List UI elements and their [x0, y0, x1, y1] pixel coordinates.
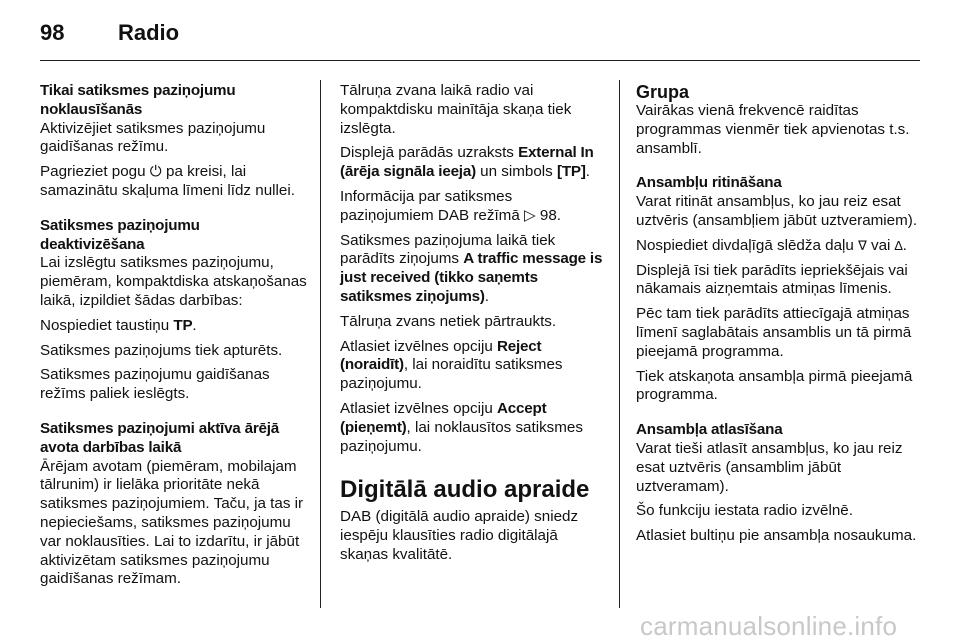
- text: Atlasiet izvēlnes opciju: [340, 399, 498, 417]
- subheading: Satiksmes paziņojumi aktīva ārējā avota darbības laikā: [40, 419, 280, 456]
- text: .: [585, 163, 590, 181]
- text: Atlasiet izvēlnes opciju: [340, 337, 498, 355]
- column-3: [636, 82, 922, 552]
- text: vai: [866, 236, 895, 254]
- paragraph: [40, 317, 308, 336]
- text: Nospiediet divdaļīgā slēdža daļu: [636, 236, 859, 254]
- paragraph: Atlasiet bultiņu pie ansambļa nosaukuma.: [636, 527, 917, 545]
- section-title: Radio: [118, 20, 180, 45]
- paragraph: Aktivizējiet satiksmes paziņojumu gaidīšanas režīmu.: [40, 119, 266, 156]
- subheading: Tikai satiksmes paziņojumu noklausīšanās: [40, 82, 236, 118]
- column-1: [40, 82, 308, 595]
- text: , lai noklausītos satiksmes paziņojumu.: [340, 418, 583, 455]
- menu-option: Accept (pieņemt): [340, 399, 547, 436]
- paragraph: Displejā īsi tiek parādīts iepriekšējais vai nākamais aizņemtais atmiņas līmenis.: [636, 261, 908, 298]
- text: Satiksmes paziņojuma laikā tiek parādīts ziņojums: [340, 231, 556, 268]
- subheading: Satiksmes paziņojumu deaktivizēšana: [40, 216, 200, 253]
- column-divider-1: [320, 80, 321, 608]
- tp-button-label: TP: [173, 316, 193, 334]
- paragraph: Informācija par satiksmes paziņojumiem DAB režīmā ▷ 98.: [340, 187, 562, 224]
- paragraph: Pagrieziet pogu ⏻ pa kreisi, lai samazinātu skaļuma līmeni līdz nullei.: [40, 163, 295, 199]
- text: .: [192, 316, 197, 334]
- paragraph: [340, 232, 608, 307]
- menu-option: Reject (noraidīt): [340, 337, 542, 374]
- text: un simbols: [475, 163, 557, 181]
- tp-symbol: [TP]: [556, 163, 586, 181]
- text: , lai noraidītu satiksmes paziņojumu.: [340, 356, 563, 393]
- text: .: [902, 236, 907, 254]
- column-2: [340, 82, 608, 571]
- paragraph: [340, 144, 608, 182]
- paragraph: Lai izslēgtu satiksmes paziņojumu, piemēram, kompaktdiska atskaņošanas laikā, izpildiet šādas darbības:: [40, 254, 307, 309]
- paragraph: Satiksmes paziņojumu gaidīšanas režīms paliek ieslēgts.: [40, 366, 270, 403]
- paragraph: DAB (digitālā audio apraide) sniedz iespēju klausīties radio digitālajā skaņas kvalitātē.: [340, 508, 579, 563]
- paragraph: [340, 338, 608, 394]
- watermark: carmanualsonline.info: [640, 611, 898, 641]
- page-number: 98: [40, 20, 65, 45]
- subheading: Ansambļu ritināšana: [636, 174, 782, 192]
- display-text: External In (ārēja signāla ieeja): [340, 144, 594, 181]
- paragraph: Tālruņa zvana laikā radio vai kompaktdisku mainītāja skaņa tiek izslēgta.: [340, 82, 572, 137]
- paragraph: Tālruņa zvans netiek pārtraukts.: [340, 312, 557, 330]
- column-divider-2: [619, 80, 620, 608]
- group-heading: Grupa: [636, 82, 690, 102]
- paragraph: Šo funkciju iestata radio izvēlnē.: [636, 502, 853, 520]
- paragraph: Pēc tam tiek parādīts attiecīgajā atmiņas līmenī saglabātais ansamblis un tā pirmā pieejamā programma.: [636, 305, 912, 360]
- paragraph: Varat ritināt ansambļus, ko jau reiz esat uztvēris (ansambļiem jābūt uztveramiem).: [636, 193, 918, 229]
- subheading: Ansambļa atlasīšana: [636, 421, 783, 439]
- paragraph: Tiek atskaņota ansambļa pirmā pieejamā programma.: [636, 367, 913, 404]
- up-arrow-icon: ∆: [894, 237, 903, 253]
- paragraph: Satiksmes paziņojums tiek apturēts.: [40, 341, 283, 359]
- down-arrow-icon: ∇: [858, 237, 867, 253]
- paragraph: Varat tieši atlasīt ansambļus, ko jau reiz esat uztvēris (ansamblim jābūt uztveramam).: [636, 439, 903, 495]
- header-divider: [40, 60, 920, 61]
- text: Displejā parādās uzraksts: [340, 144, 519, 162]
- paragraph: Ārējam avotam (piemēram, mobilajam tālrunim) ir lielāka prioritāte nekā satiksmes paziņojumiem. Taču, ja tas ir nepieciešams, satiksmes paziņojumu var noklausīties. Lai to izdarītu, ir jābūt aktivizētam satiksmes paziņojumu gaidīšanas režīmam.: [40, 457, 304, 588]
- page-header: [40, 18, 179, 48]
- text: .: [484, 287, 489, 305]
- paragraph: Vairākas vienā frekvencē raidītas programmas vienmēr tiek apvienotas t.s. ansamblī.: [636, 102, 910, 157]
- section-heading: Digitālā audio apraide: [340, 476, 590, 504]
- paragraph: [340, 400, 608, 456]
- text: Nospiediet taustiņu: [40, 316, 174, 334]
- paragraph: [636, 237, 922, 256]
- display-text: A traffic message is just received (tikko saņemts satiksmes ziņojums): [340, 250, 603, 305]
